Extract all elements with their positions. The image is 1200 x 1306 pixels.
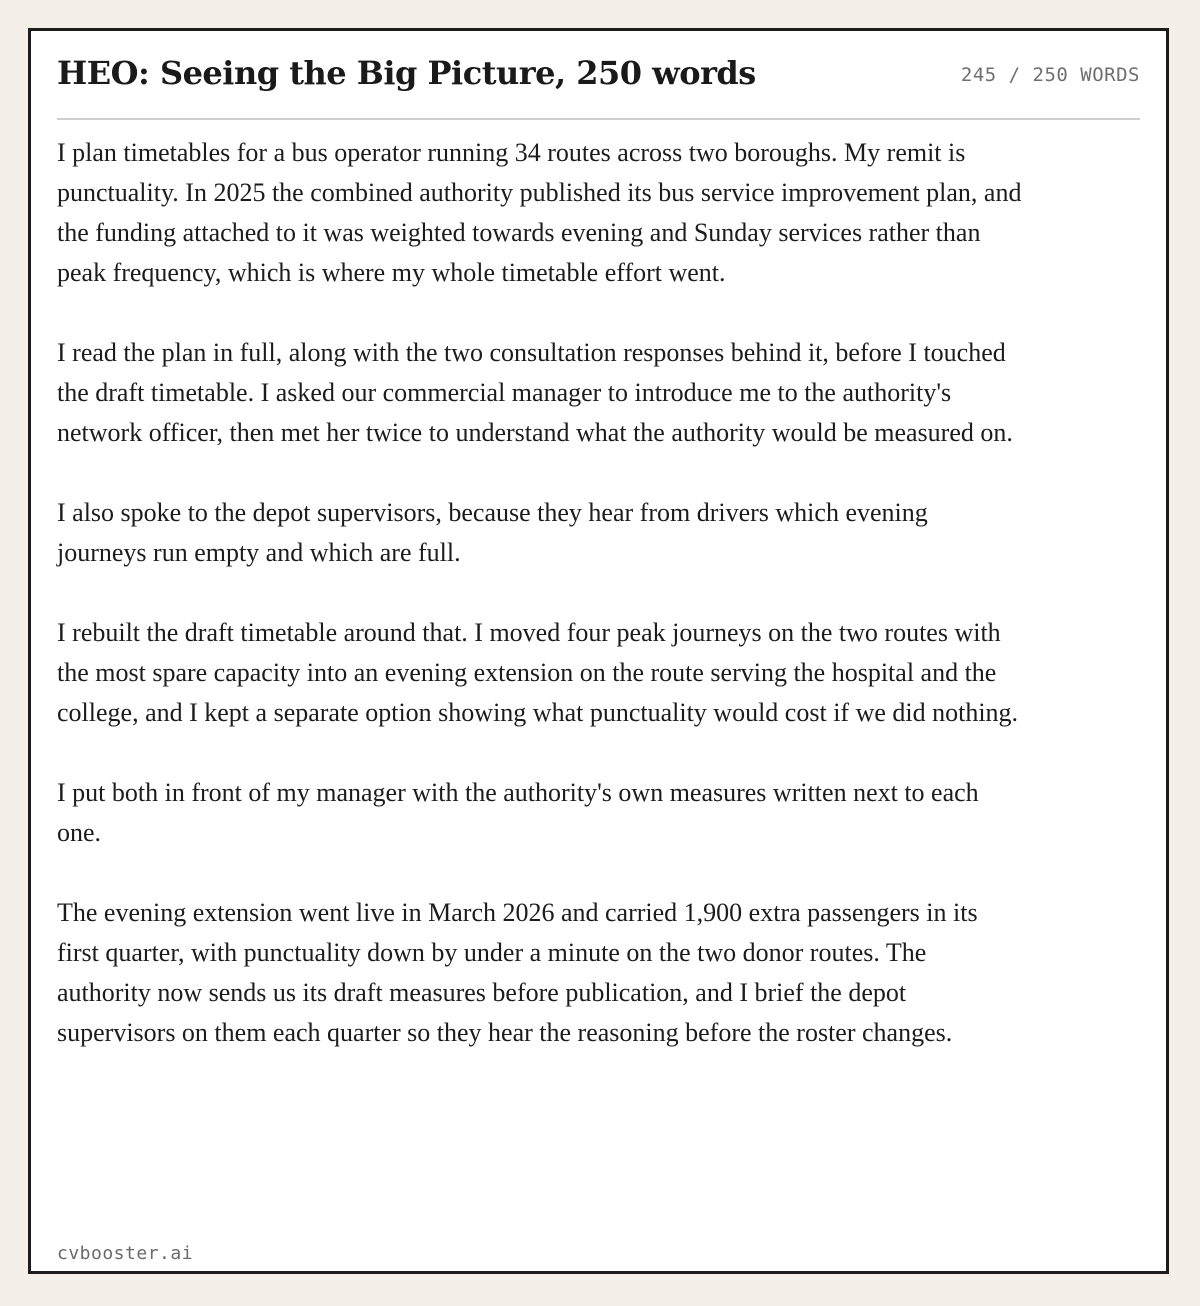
paragraph-research: I read the plan in full, along with the two consultation responses behind it, before I touched the draft timetable. I asked our commercial manager to introduce me to the authority's network officer, then met her twice to understand what the authority would be measured on. [57,338,1013,447]
paragraph-result: The evening extension went live in March 2026 and carried 1,900 extra passengers in its first quarter, with punctuality down by under a minute on the two donor routes. The authority now sends us its draft measures before publication, and I brief the depot supervisors on them each quarter so they hear the reasoning before the roster changes. [57,898,978,1047]
word-count-badge: 245 / 250 WORDS [960,64,1140,86]
answer-body [57,133,1022,1093]
paragraph-depot: I also spoke to the depot supervisors, because they hear from drivers which evening journeys run empty and which are full. [57,498,928,567]
answer-title: HEO: Seeing the Big Picture, 250 words [57,54,756,92]
answer-card [28,28,1169,1274]
card-header [57,31,1140,120]
paragraph-action: I rebuilt the draft timetable around that. I moved four peak journeys on the two routes with the most spare capacity into an evening extension on the route serving the hospital and the college, and I kept a separate option showing what punctuality would cost if we did nothing. [57,618,1019,727]
paragraph-context: I plan timetables for a bus operator running 34 routes across two boroughs. My remit is punctuality. In 2025 the combined authority published its bus service improvement plan, and the funding attached to it was weighted towards evening and Sunday services rather than peak frequency, which is where my whole timetable effort went. [57,138,1022,287]
paragraph-presentation: I put both in front of my manager with the authority's own measures written next to each one. [57,778,979,847]
brand-footer: cvbooster.ai [57,1243,194,1264]
